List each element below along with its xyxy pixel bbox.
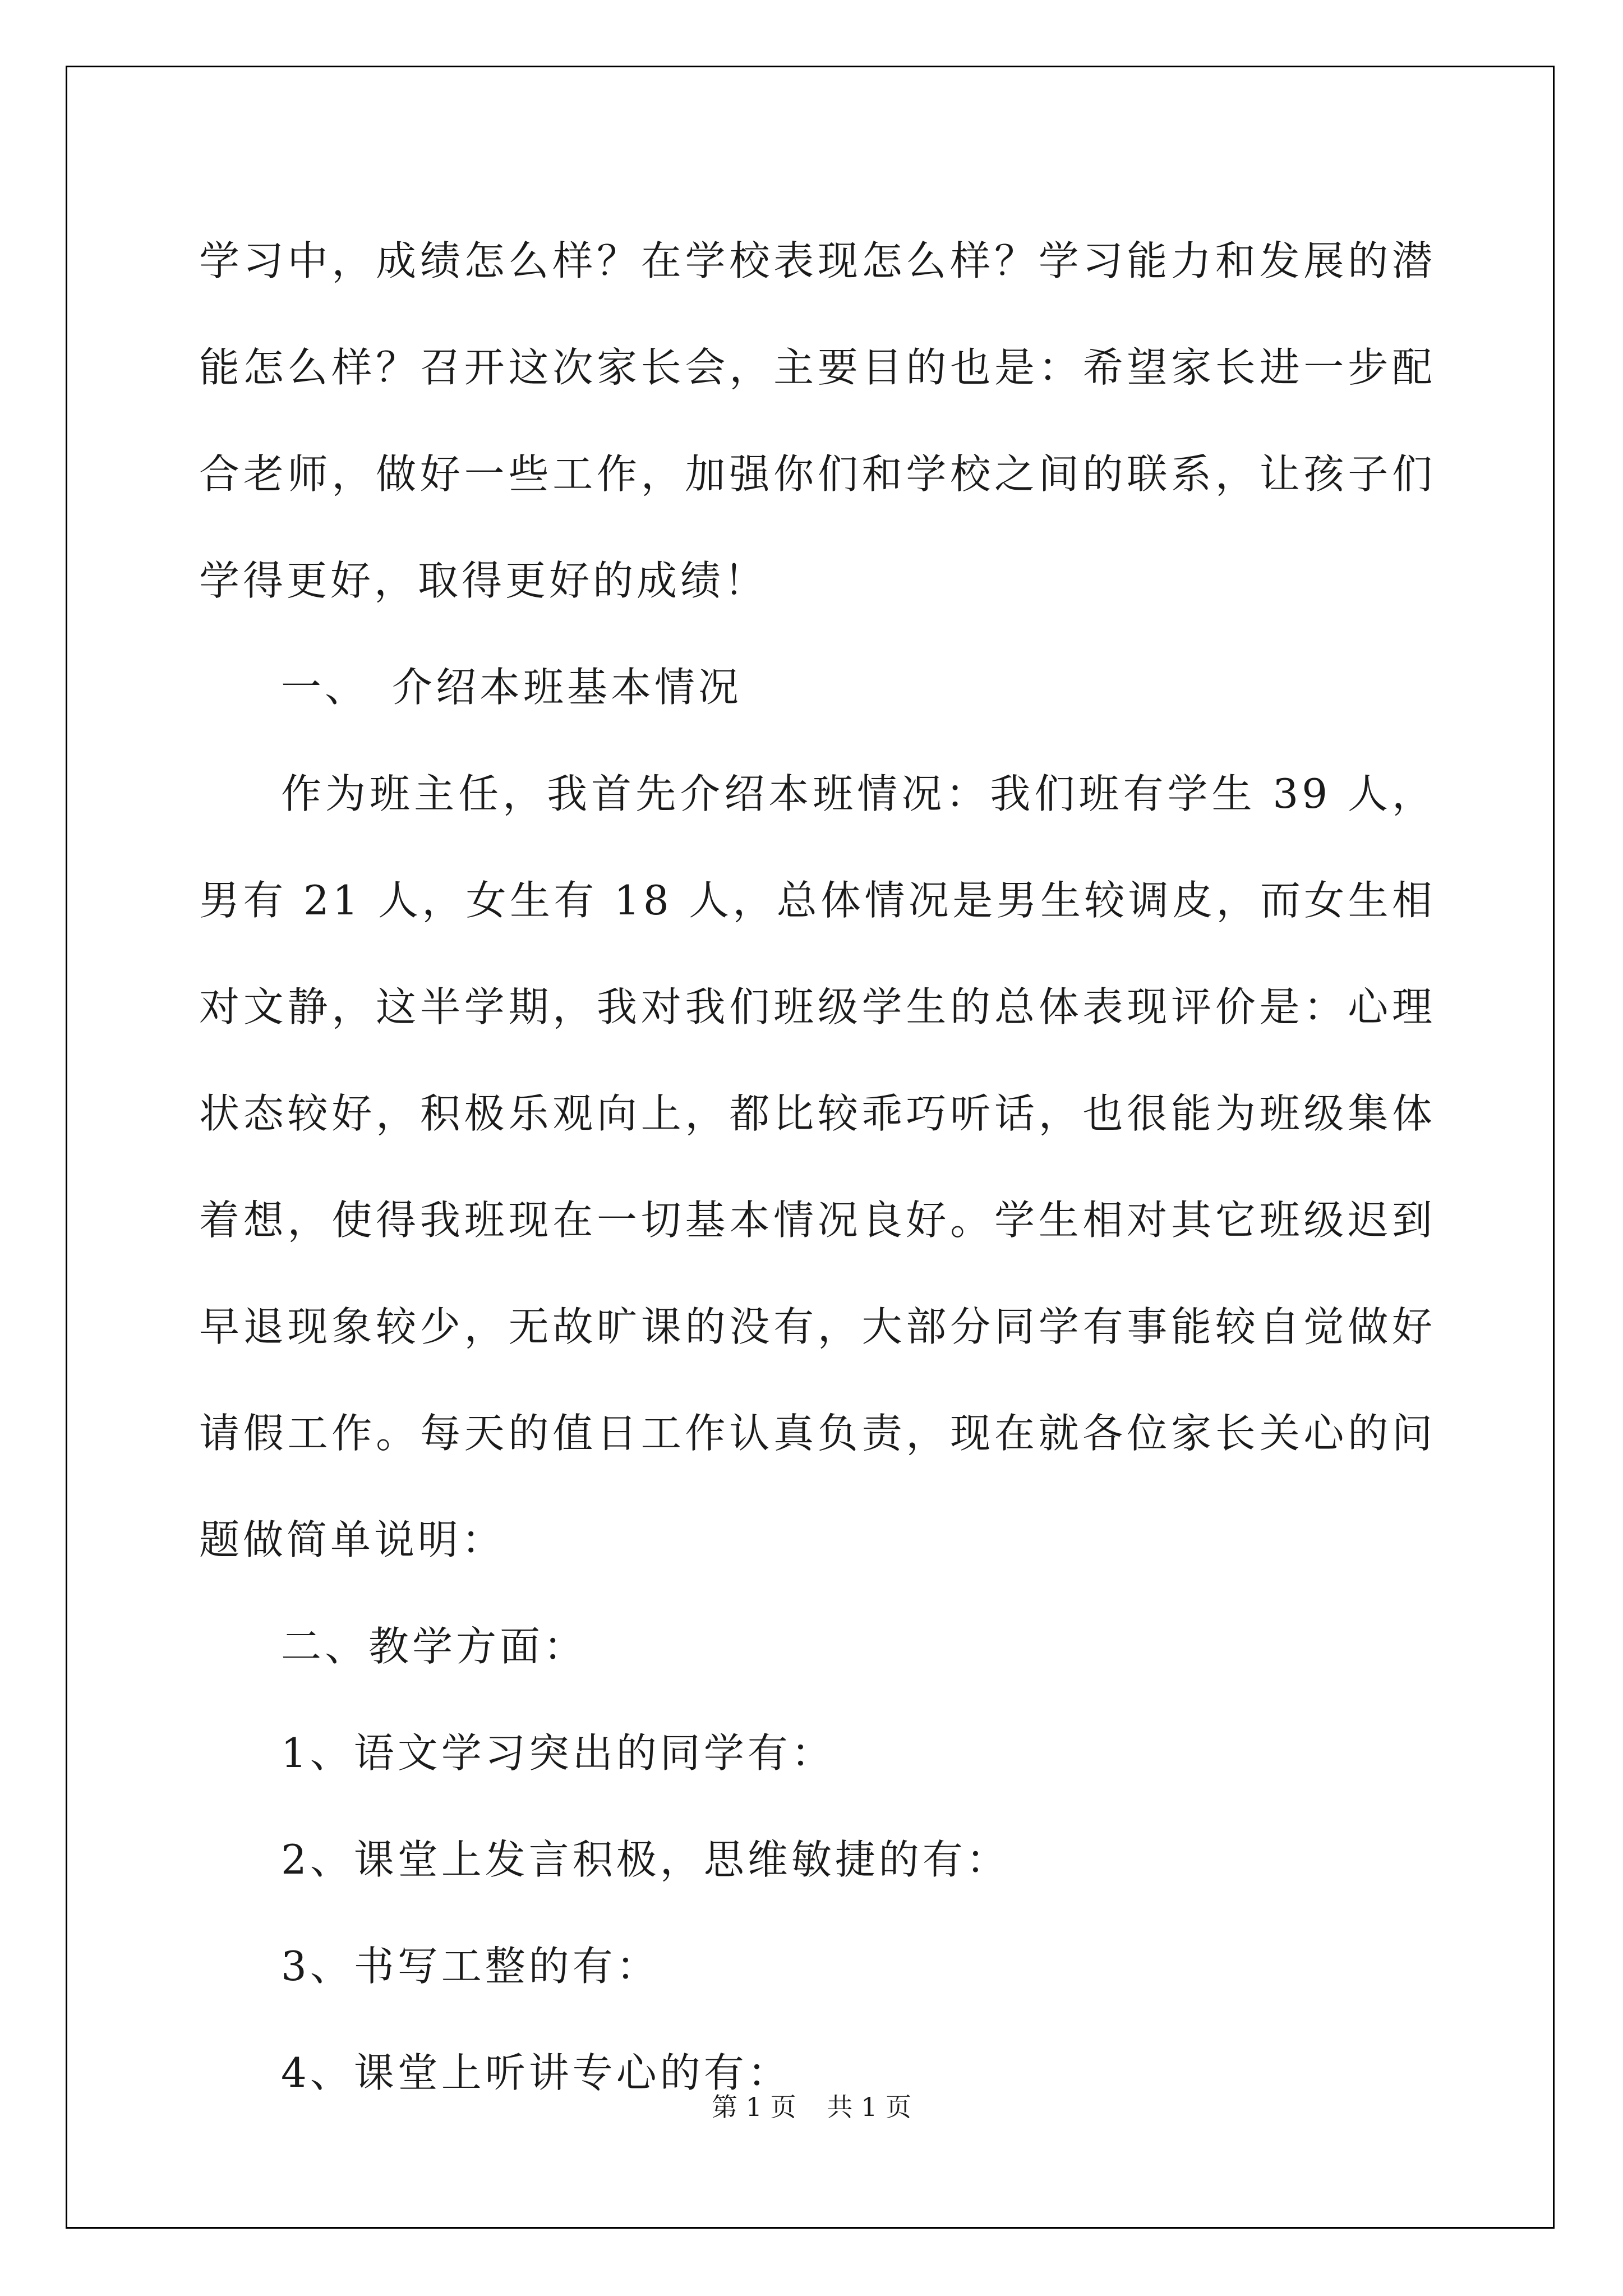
page-footer (0, 2087, 1623, 2124)
list-item-4: 4、课堂上听讲专心的有： (281, 2049, 791, 2096)
list-item-1: 1、语文学习突出的同学有： (281, 1729, 835, 1777)
paragraph-class-overview: 作为班主任，我首先介绍本班情况：我们班有学生 39 人，男有 21 人，女生有 18 人，总体情况是男生较调皮，而女生相对文静，这半学期，我对我们班级学生的总体表现评价是：心理状态较好，积极乐观向上，都比较乖巧听话，也很能为班级集体着想，使得我班现在一切基本情况良好。学生相对其它班级迟到早退现象较少，无故旷课的没有，大部分同学有事能较自觉做好请假工作。每天的值日工作认真负责，现在就各位家长关心的问题做简单说明： (199, 770, 1436, 1563)
page-number: 第 1 页 (711, 2092, 796, 2122)
page-total: 共 1 页 (827, 2092, 912, 2122)
list-item-3: 3、书写工整的有： (281, 1943, 660, 1990)
section-heading-2: 二、教学方面： (281, 1623, 588, 1670)
list-item-2: 2、课堂上发言积极，思维敏捷的有： (281, 1836, 1010, 1883)
document-body (199, 208, 1436, 2126)
paragraph-intro: 学习中，成绩怎么样？在学校表现怎么样？学习能力和发展的潜能怎么样？召开这次家长会，主要目的也是：希望家长进一步配合老师，做好一些工作，加强你们和学校之间的联系，让孩子们学得更好，取得更好的成绩！ (199, 237, 1436, 604)
section-heading-1: 一、 介绍本班基本情况 (281, 664, 743, 711)
